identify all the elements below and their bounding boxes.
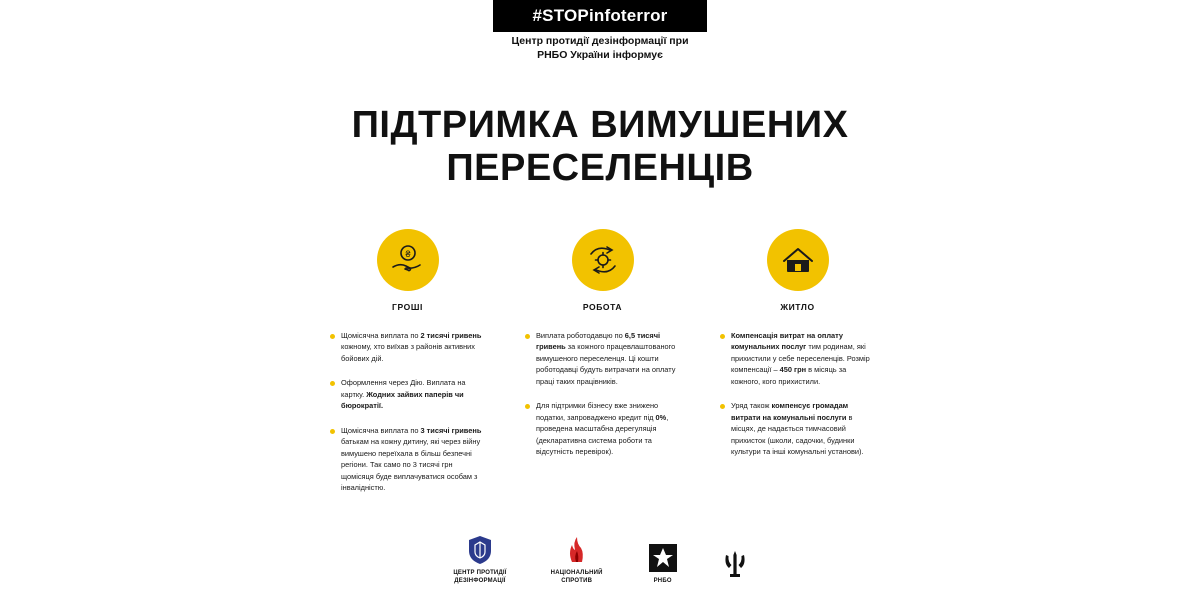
national-resistance-flame-logo: [551, 533, 603, 567]
column-housing: [720, 222, 875, 507]
bullet-dot-icon: [330, 381, 335, 386]
logo-ukraine-trident: [723, 549, 747, 586]
bullet-dot-icon: [330, 334, 335, 339]
bullet-dot-icon: [720, 334, 725, 339]
bullets-housing: [720, 330, 875, 458]
list-item: [330, 330, 485, 364]
list-item: [720, 400, 875, 457]
bullets-money: [330, 330, 485, 494]
bullet-text: Щомісячна виплата по 3 тисячі гривень батькам на кожну дитину, які через війну вимушено переїхала в більш безпечні регіони. Так само по 3 тисячі грн щомісяця буде виплачуватися особам з інвалідністю.: [341, 425, 482, 493]
ukraine-trident-logo: [723, 549, 747, 583]
list-item: [525, 400, 680, 457]
logo-caption: РНБО: [653, 578, 672, 585]
bullet-text: Оформлення через Дію. Виплата на картку. Жодних зайвих паперів чи бюрократії.: [341, 378, 466, 411]
icon-wrap-money: [330, 222, 485, 298]
svg-text:₴: ₴: [404, 249, 411, 259]
content-columns: [330, 222, 890, 507]
list-item: [330, 425, 485, 494]
column-title-work: РОБОТА: [582, 302, 623, 312]
logo-caption: НАЦІОНАЛЬНИЙ СПРОТИВ: [550, 570, 603, 585]
cpd-shield-logo: [453, 533, 506, 567]
bullets-work: [525, 330, 680, 458]
list-item: [720, 330, 875, 387]
logo-national-resistance: [551, 533, 603, 586]
bullet-dot-icon: [525, 404, 530, 409]
bullet-dot-icon: [720, 404, 725, 409]
subtitle-line-2: РНБО України інформує: [537, 49, 663, 62]
hashtag-label: #STOPinfoterror: [532, 6, 668, 25]
logo-rnbo: [647, 541, 679, 586]
page-title-line-2: ПЕРЕСЕЛЕНЦІВ: [446, 146, 754, 189]
bullet-text: Уряд також компенсує громадам витрати на комунальні послуги в місцях, де надається тимчасовий прихисток (школи, садочки, будинки культури та інші комунальні установи).: [731, 401, 864, 457]
icon-wrap-housing: [720, 222, 875, 298]
rnbo-emblem-logo: [647, 541, 679, 575]
house-icon: [767, 229, 829, 291]
bullet-text: Виплата роботодавцю по 6,5 тисячі гривень за кожного працевлаштованого вимушеного переселенця. Ці кошти роботодавці будуть витрачати на оплату праці таких працівників.: [536, 331, 676, 386]
footer-logos: [0, 533, 1200, 586]
icon-wrap-work: [525, 222, 680, 298]
subtitle-line-1: Центр протидії дезінформації при: [511, 35, 689, 47]
bullet-dot-icon: [330, 429, 335, 434]
bullet-dot-icon: [525, 334, 530, 339]
logo-caption: ЦЕНТР ПРОТИДІЇ ДЕЗІНФОРМАЦІЇ: [453, 570, 507, 585]
column-title-housing: ЖИТЛО: [780, 302, 815, 312]
column-title-money: ГРОШІ: [392, 302, 423, 312]
bullet-text: Для підтримки бізнесу вже знижено податки, запроваджено кредит під 0%, проведена масштабна дерегуляція (декларативна система роботи та відсутність перевірок).: [536, 401, 669, 457]
column-money: [330, 222, 485, 507]
page-title: [0, 104, 1200, 189]
organization-subtitle: [0, 34, 1200, 62]
gear-recycle-icon: [572, 229, 634, 291]
page-title-line-1: ПІДТРИМКА ВИМУШЕНИХ: [351, 104, 849, 146]
logo-cpd: [453, 533, 506, 586]
hand-with-coin-icon: [377, 229, 439, 291]
bullet-text: Щомісячна виплата по 2 тисячі гривень кожному, хто виїхав з районів активних бойових дій.: [341, 331, 482, 363]
bullet-text: Компенсація витрат на оплату комунальних послуг тим родинам, які прихистили у себе переселенців. Розмір компенсації – 450 грн в місяць за кожного, кого прихистили.: [731, 331, 870, 386]
list-item: [330, 377, 485, 411]
list-item: [525, 330, 680, 387]
hashtag-banner: [493, 0, 707, 32]
column-work: [525, 222, 680, 507]
